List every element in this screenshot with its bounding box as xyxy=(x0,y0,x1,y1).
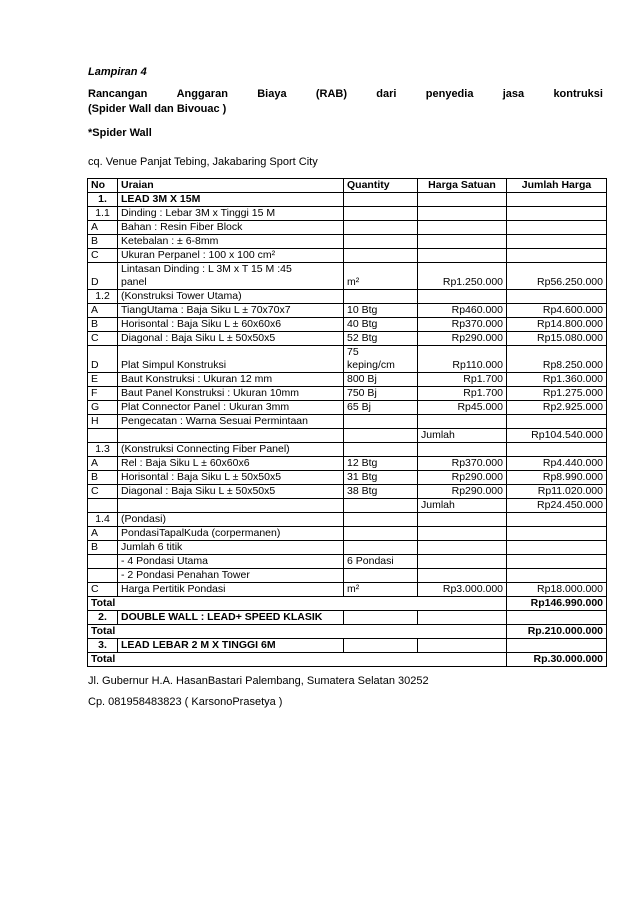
table-row xyxy=(88,263,607,290)
cell-jumlah xyxy=(507,415,607,429)
cell-uraian: Diagonal : Baja Siku L ± 50x50x5 xyxy=(118,332,344,346)
table-row xyxy=(88,332,607,346)
cell-quantity: 6 Pondasi xyxy=(344,555,418,569)
table-row xyxy=(88,513,607,527)
cell-uraian: Rel : Baja Siku L ± 60x60x6 xyxy=(118,457,344,471)
table-row xyxy=(88,207,607,221)
title-word: Rancangan xyxy=(88,88,148,100)
table-row xyxy=(88,429,607,443)
cell-quantity xyxy=(344,207,418,221)
cell-uraian: Plat Connector Panel : Ukuran 3mm xyxy=(118,401,344,415)
table-row xyxy=(88,235,607,249)
cell-quantity: m² xyxy=(344,583,418,597)
table-row xyxy=(88,541,607,555)
cell-harga: Rp370.000 xyxy=(418,318,507,332)
cell-uraian: PondasiTapalKuda (corpermanen) xyxy=(118,527,344,541)
title-word: dari xyxy=(376,88,397,100)
cell-quantity xyxy=(344,346,418,373)
footer-address: Jl. Gubernur H.A. HasanBastari Palembang, Sumatera Selatan 30252 xyxy=(88,675,429,687)
table-row xyxy=(88,653,607,667)
col-header-jumlah-harga: Jumlah Harga xyxy=(507,179,607,193)
cell-no: A xyxy=(88,527,118,541)
col-header-no: No xyxy=(88,179,118,193)
cell-harga xyxy=(418,235,507,249)
cell-uraian: Ketebalan : ± 6-8mm xyxy=(118,235,344,249)
rab-table xyxy=(87,178,607,667)
cell-no: 3. xyxy=(88,639,118,653)
cell-uraian: Baut Panel Konstruksi : Ukuran 10mm xyxy=(118,387,344,401)
cell-no: B xyxy=(88,235,118,249)
table-body xyxy=(88,193,607,667)
cell-uraian: LEAD LEBAR 2 M X TINGGI 6M xyxy=(118,639,344,653)
table-row xyxy=(88,193,607,207)
cell-uraian: Horisontal : Baja Siku L ± 50x50x5 xyxy=(118,471,344,485)
cell-uraian: (Pondasi) xyxy=(118,513,344,527)
cell-uraian: Diagonal : Baja Siku L ± 50x50x5 xyxy=(118,485,344,499)
table-row xyxy=(88,443,607,457)
cell-harga: Rp290.000 xyxy=(418,471,507,485)
cell-jumlah xyxy=(507,443,607,457)
cell-jumlah xyxy=(507,221,607,235)
cell-no: G xyxy=(88,401,118,415)
cell-no: B xyxy=(88,541,118,555)
cell-uraian: - 4 Pondasi Utama xyxy=(118,555,344,569)
table-row xyxy=(88,555,607,569)
cell-jumlah: Rp24.450.000 xyxy=(507,499,607,513)
cell-quantity xyxy=(344,429,418,443)
appendix-label: Lampiran 4 xyxy=(88,66,147,78)
cell-harga: Rp3.000.000 xyxy=(418,583,507,597)
cell-quantity: 10 Btg xyxy=(344,304,418,318)
cell-uraian-line1: Lintasan Dinding : L 3M x T 15 M :45 xyxy=(121,263,292,275)
cell-no: E xyxy=(88,373,118,387)
table-row xyxy=(88,346,607,373)
table-header-row xyxy=(88,179,607,193)
table-row xyxy=(88,597,607,611)
cell-uraian: TiangUtama : Baja Siku L ± 70x70x7 xyxy=(118,304,344,318)
cell-quantity xyxy=(344,527,418,541)
cell-harga: Rp1.700 xyxy=(418,387,507,401)
cell-no: C xyxy=(88,332,118,346)
table-row xyxy=(88,625,607,639)
cell-jumlah xyxy=(507,207,607,221)
cell-harga xyxy=(418,541,507,555)
cell-no: C xyxy=(88,249,118,263)
title-word: Anggaran xyxy=(176,88,228,100)
cell-jumlah xyxy=(507,249,607,263)
cell-quantity xyxy=(344,611,418,625)
venue-line: cq. Venue Panjat Tebing, Jakabaring Sport City xyxy=(88,156,318,168)
cell-quantity xyxy=(344,193,418,207)
footer-contact: Cp. 081958483823 ( KarsonoPrasetya ) xyxy=(88,696,283,708)
cell-uraian: DOUBLE WALL : LEAD+ SPEED KLASIK xyxy=(118,611,344,625)
cell-jumlah xyxy=(507,555,607,569)
doc-title-line2: (Spider Wall dan Bivouac ) xyxy=(88,103,227,115)
cell-uraian xyxy=(118,263,344,290)
cell-jumlah: Rp4.600.000 xyxy=(507,304,607,318)
cell-no: D xyxy=(88,263,118,290)
cell-harga: Rp1.250.000 xyxy=(418,263,507,290)
table-row xyxy=(88,249,607,263)
cell-harga xyxy=(418,513,507,527)
cell-uraian: Bahan : Resin Fiber Block xyxy=(118,221,344,235)
cell-uraian: Jumlah 6 titik xyxy=(118,541,344,555)
cell-no: 1.4 xyxy=(88,513,118,527)
cell-quantity xyxy=(344,513,418,527)
cell-harga xyxy=(418,249,507,263)
cell-harga xyxy=(418,639,507,653)
cell-uraian: Baut Konstruksi : Ukuran 12 mm xyxy=(118,373,344,387)
title-word: kontruksi xyxy=(553,88,603,100)
cell-jumlah xyxy=(507,513,607,527)
cell-no: Total xyxy=(88,653,507,667)
cell-harga xyxy=(418,443,507,457)
cell-jumlah: Rp146.990.000 xyxy=(507,597,607,611)
cell-quantity xyxy=(344,569,418,583)
cell-harga xyxy=(418,221,507,235)
col-header-uraian: Uraian xyxy=(118,179,344,193)
cell-no: A xyxy=(88,304,118,318)
cell-harga xyxy=(418,207,507,221)
cell-jumlah: Rp8.990.000 xyxy=(507,471,607,485)
col-header-quantity: Quantity xyxy=(344,179,418,193)
cell-no: Total xyxy=(88,625,507,639)
cell-quantity: 52 Btg xyxy=(344,332,418,346)
cell-uraian xyxy=(118,499,344,513)
cell-jumlah xyxy=(507,290,607,304)
cell-harga xyxy=(418,415,507,429)
cell-no: C xyxy=(88,485,118,499)
cell-no: 1.3 xyxy=(88,443,118,457)
table-row xyxy=(88,290,607,304)
cell-jumlah: Rp18.000.000 xyxy=(507,583,607,597)
cell-no: A xyxy=(88,221,118,235)
cell-quantity: 750 Bj xyxy=(344,387,418,401)
cell-jumlah: Rp1.360.000 xyxy=(507,373,607,387)
cell-harga xyxy=(418,569,507,583)
cell-quantity-line1: 75 xyxy=(347,346,359,358)
cell-harga: Jumlah xyxy=(418,429,507,443)
cell-harga: Rp45.000 xyxy=(418,401,507,415)
table-row xyxy=(88,373,607,387)
cell-jumlah: Rp4.440.000 xyxy=(507,457,607,471)
table-row xyxy=(88,499,607,513)
table-row xyxy=(88,401,607,415)
cell-jumlah: Rp11.020.000 xyxy=(507,485,607,499)
cell-jumlah xyxy=(507,611,607,625)
cell-jumlah xyxy=(507,569,607,583)
table-row xyxy=(88,318,607,332)
table-row xyxy=(88,471,607,485)
title-word: penyedia xyxy=(425,88,474,100)
cell-harga xyxy=(418,555,507,569)
cell-no: B xyxy=(88,318,118,332)
cell-harga: Rp290.000 xyxy=(418,485,507,499)
cell-uraian xyxy=(118,429,344,443)
cell-harga: Rp290.000 xyxy=(418,332,507,346)
cell-no: 1.2 xyxy=(88,290,118,304)
cell-quantity: 12 Btg xyxy=(344,457,418,471)
cell-quantity-line2: keping/cm xyxy=(347,359,395,371)
cell-no: H xyxy=(88,415,118,429)
title-word: Biaya xyxy=(257,88,287,100)
cell-no: 2. xyxy=(88,611,118,625)
cell-no xyxy=(88,569,118,583)
cell-quantity xyxy=(344,221,418,235)
cell-uraian-line2: panel xyxy=(121,276,147,288)
cell-uraian: - 2 Pondasi Penahan Tower xyxy=(118,569,344,583)
cell-quantity xyxy=(344,235,418,249)
cell-no: C xyxy=(88,583,118,597)
cell-uraian: Pengecatan : Warna Sesuai Permintaan xyxy=(118,415,344,429)
cell-jumlah: Rp15.080.000 xyxy=(507,332,607,346)
cell-harga xyxy=(418,527,507,541)
cell-uraian: (Konstruksi Tower Utama) xyxy=(118,290,344,304)
cell-jumlah xyxy=(507,527,607,541)
table-row xyxy=(88,457,607,471)
cell-no xyxy=(88,499,118,513)
table-row xyxy=(88,569,607,583)
cell-no: Total xyxy=(88,597,507,611)
cell-quantity: 800 Bj xyxy=(344,373,418,387)
table-row xyxy=(88,611,607,625)
cell-uraian: Harga Pertitik Pondasi xyxy=(118,583,344,597)
cell-uraian: (Konstruksi Connecting Fiber Panel) xyxy=(118,443,344,457)
table-row xyxy=(88,485,607,499)
cell-quantity: m² xyxy=(344,263,418,290)
cell-no: A xyxy=(88,457,118,471)
cell-quantity xyxy=(344,443,418,457)
cell-jumlah: Rp1.275.000 xyxy=(507,387,607,401)
cell-harga xyxy=(418,193,507,207)
cell-uraian: Horisontal : Baja Siku L ± 60x60x6 xyxy=(118,318,344,332)
cell-quantity xyxy=(344,639,418,653)
cell-jumlah: Rp2.925.000 xyxy=(507,401,607,415)
table-row xyxy=(88,415,607,429)
cell-quantity xyxy=(344,290,418,304)
cell-quantity: 40 Btg xyxy=(344,318,418,332)
cell-no: F xyxy=(88,387,118,401)
table-row xyxy=(88,583,607,597)
section-label: *Spider Wall xyxy=(88,127,152,139)
cell-quantity: 38 Btg xyxy=(344,485,418,499)
col-header-harga-satuan: Harga Satuan xyxy=(418,179,507,193)
table-row xyxy=(88,387,607,401)
cell-jumlah xyxy=(507,541,607,555)
cell-harga xyxy=(418,290,507,304)
cell-harga: Rp460.000 xyxy=(418,304,507,318)
cell-uraian: Dinding : Lebar 3M x Tinggi 15 M xyxy=(118,207,344,221)
table-row xyxy=(88,304,607,318)
cell-quantity xyxy=(344,249,418,263)
cell-no xyxy=(88,555,118,569)
cell-jumlah: Rp14.800.000 xyxy=(507,318,607,332)
cell-no: B xyxy=(88,471,118,485)
cell-uraian: Plat Simpul Konstruksi xyxy=(118,346,344,373)
cell-quantity xyxy=(344,415,418,429)
cell-quantity: 31 Btg xyxy=(344,471,418,485)
cell-jumlah xyxy=(507,235,607,249)
cell-uraian: Ukuran Perpanel : 100 x 100 cm² xyxy=(118,249,344,263)
cell-jumlah xyxy=(507,193,607,207)
cell-jumlah: Rp.30.000.000 xyxy=(507,653,607,667)
table-row xyxy=(88,221,607,235)
cell-jumlah xyxy=(507,639,607,653)
cell-jumlah: Rp104.540.000 xyxy=(507,429,607,443)
cell-quantity xyxy=(344,499,418,513)
cell-harga xyxy=(418,611,507,625)
cell-jumlah: Rp56.250.000 xyxy=(507,263,607,290)
cell-no xyxy=(88,429,118,443)
cell-quantity: 65 Bj xyxy=(344,401,418,415)
cell-harga: Rp370.000 xyxy=(418,457,507,471)
cell-no: 1.1 xyxy=(88,207,118,221)
table-row xyxy=(88,527,607,541)
doc-title-line1 xyxy=(88,88,603,101)
cell-no: 1. xyxy=(88,193,118,207)
cell-harga: Rp1.700 xyxy=(418,373,507,387)
title-word: (RAB) xyxy=(315,88,348,100)
cell-quantity xyxy=(344,541,418,555)
cell-uraian: LEAD 3M X 15M xyxy=(118,193,344,207)
title-word: jasa xyxy=(502,88,525,100)
cell-jumlah: Rp.210.000.000 xyxy=(507,625,607,639)
cell-no: D xyxy=(88,346,118,373)
cell-harga: Jumlah xyxy=(418,499,507,513)
cell-harga: Rp110.000 xyxy=(418,346,507,373)
table-row xyxy=(88,639,607,653)
cell-jumlah: Rp8.250.000 xyxy=(507,346,607,373)
